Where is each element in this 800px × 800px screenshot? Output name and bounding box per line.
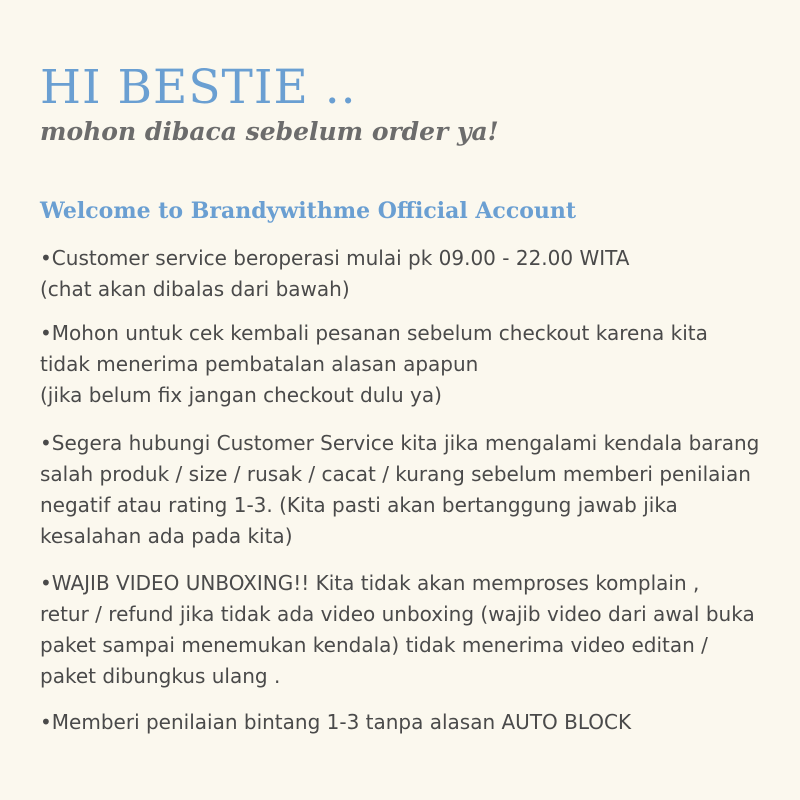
page-title: HI BESTIE .. [40,60,357,115]
info-contact-before-rating: •Segera hubungi Customer Service kita jika mengalami kendala barang salah produk / size / rusak / cacat / kurang sebelum memberi penilaian negatif atau rating 1-3. (Kita pasti akan bertanggung jawab jika kesalahan ada pada kita) [40,431,760,548]
info-customer-service-hours: •Customer service beroperasi mulai pk 09.00 - 22.00 WITA (chat akan dibalas dari bawah) [40,246,630,301]
info-no-cancellation: •Mohon untuk cek kembali pesanan sebelum checkout karena kita tidak menerima pembatalan alasan apapun (jika belum fix jangan checkout dulu ya) [40,321,708,407]
page-subtitle: mohon dibaca sebelum order ya! [40,117,499,146]
welcome-heading: Welcome to Brandywithme Official Account [40,198,577,224]
info-unboxing-video-required: •WAJIB VIDEO UNBOXING!! Kita tidak akan memproses komplain , retur / refund jika tidak ada video unboxing (wajib video dari awal buka paket sampai menemukan kendala) tidak menerima video editan / paket dibungkus ulang . [40,571,755,688]
info-auto-block-policy: •Memberi penilaian bintang 1-3 tanpa alasan AUTO BLOCK [40,710,632,734]
